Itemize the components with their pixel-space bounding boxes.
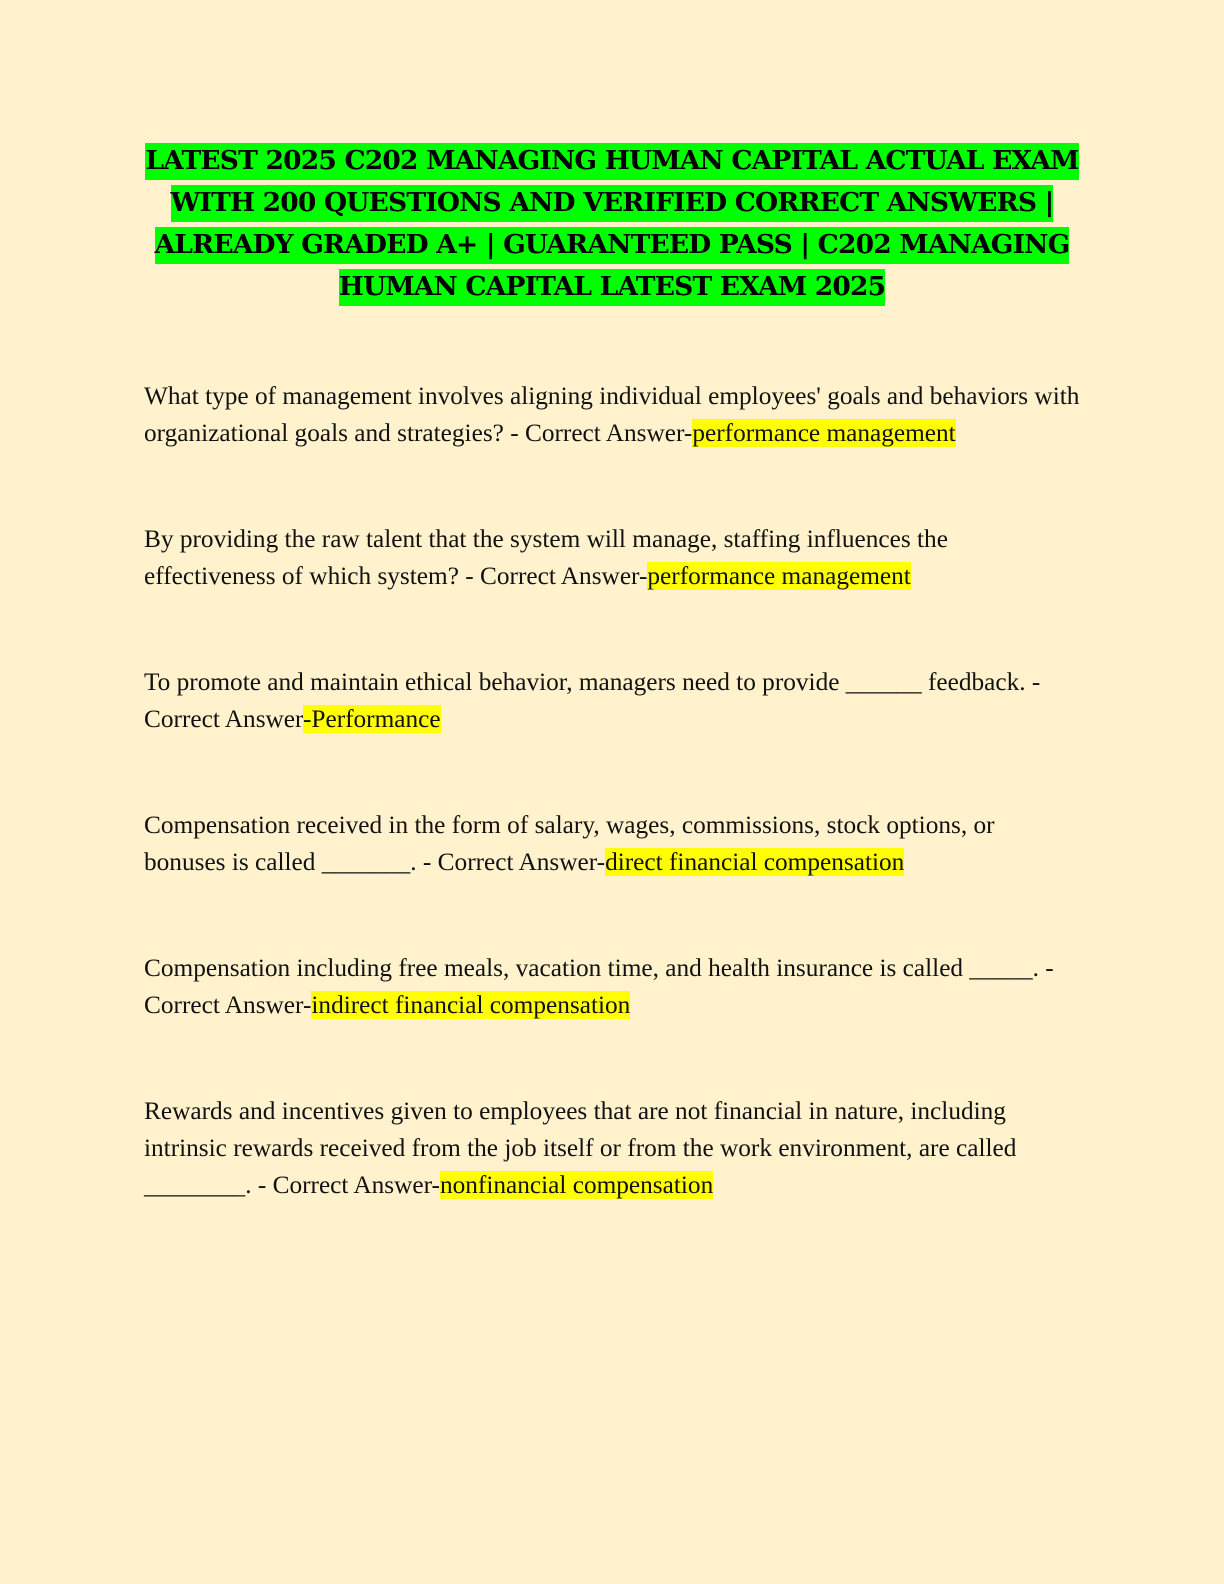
answer-highlight: direct financial compensation [605,848,905,876]
answer-highlight: nonfinancial compensation [439,1171,714,1199]
question-text: By providing the raw talent that the system will manage, staffing influences the effectiveness of which system? - Correct Answer- [144,525,948,590]
question-text: Compensation received in the form of salary, wages, commissions, stock options, or bonuses is called _______. - Correct Answer- [144,811,995,876]
answer-highlight: indirect financial compensation [311,991,631,1019]
question-text: What type of management involves aligning individual employees' goals and behaviors with organizational goals and strategies? - Correct Answer- [144,382,1080,447]
question-text: To promote and maintain ethical behavior, managers need to provide ______ feedback. - Correct Answer [144,668,1041,733]
title-highlight: LATEST 2025 C202 MANAGING HUMAN CAPITAL ACTUAL EXAM WITH 200 QUESTIONS AND VERIFIED CORRECT ANSWERS | ALREADY GRADED A+ | GUARANTEED PASS | C202 MANAGING HUMAN CAPITAL LATEST EXAM 2025 [145,143,1078,306]
qa-item-2 [144,521,1080,595]
question-text: Rewards and incentives given to employees that are not financial in nature, including intrinsic rewards received from the job itself or from the work environment, are called ________. - Correct Answer- [144,1097,1017,1199]
answer-highlight: performance management [692,419,956,447]
answer-highlight: -Performance [302,705,441,733]
qa-item-5 [144,950,1080,1024]
qa-item-4 [144,807,1080,881]
qa-item-6 [144,1093,1080,1204]
qa-item-1 [144,378,1080,452]
answer-highlight: performance management [647,562,911,590]
question-text: Compensation including free meals, vacation time, and health insurance is called _____. - Correct Answer- [144,954,1054,1019]
document-title [144,140,1080,308]
qa-item-3 [144,664,1080,738]
